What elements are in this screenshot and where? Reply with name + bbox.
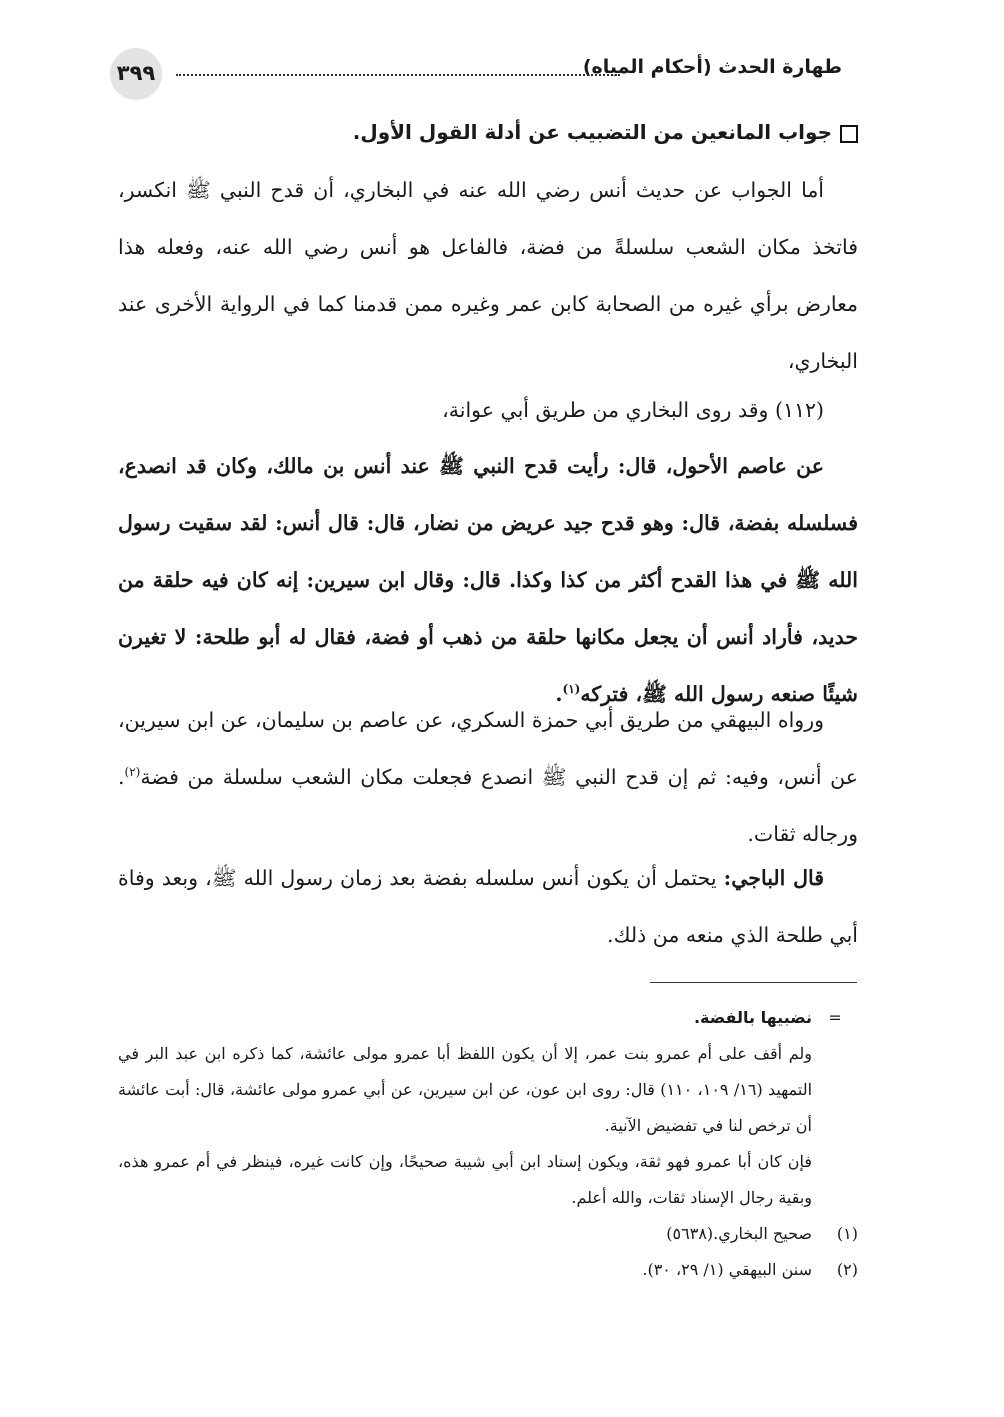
footnote-text: صحيح البخاري.(٥٦٣٨) bbox=[666, 1224, 812, 1243]
footnote-divider bbox=[650, 982, 857, 983]
footnotes bbox=[118, 1000, 858, 1288]
paragraph-hadith-text: عن عاصم الأحول، قال: رأيت قدح النبي ﷺ عند أنس بن مالك، وكان قد انصدع، فسلسله بفضة، قال: وهو قدح جيد عريض من نضار، قال: قال أنس: لقد سقيت رسول الله ﷺ في هذا القدح أكثر من كذا وكذا. قال: وقال ابن سيرين: إنه كان فيه حلقة من حديد، فأراد أنس أن يجعل مكانها حلقة من ذهب أو فضة، فقال له أبو طلحة: لا تغيرن شيئًا صنعه رسول الله ﷺ، فتركه$^{(١)}$. bbox=[118, 454, 858, 706]
page-number: ٣٩٩ bbox=[110, 48, 162, 100]
footnote-1 bbox=[118, 1216, 858, 1252]
footnote-cont-2: فإن كان أبا عمرو فهو ثقة، ويكون إسناد ابن أبي شيبة صحيحًا، وإن كانت غيره، فينظر في أم عمرو هذه، وبقية رجال الإسناد ثقات، والله أعلم. bbox=[118, 1152, 812, 1207]
paragraph-hadith-number: (١١٢) وقد روى البخاري من طريق أبي عوانة، bbox=[442, 398, 824, 422]
footnote-cont-1: ولم أقف على أم عمرو بنت عمر، إلا أن يكون اللفظ أبا عمرو مولى عائشة، كما ذكره ابن عبد البر في التمهيد (١٦/ ١٠٩، ١١٠) قال: روى ابن عون، عن ابن سيرين، عن أبي عمرو مولى عائشة، قال: أبت عائشة أن ترخص لنا في تفضيض الآنية. bbox=[118, 1044, 813, 1135]
bayhaqi-text: ورواه البيهقي من طريق أبي حمزة السكري، عن عاصم بن سليمان، عن ابن سيرين، عن أنس، وفيه: ثم إن قدح النبي ﷺ انصدع فجعلت مكان الشعب سلسلة من فضة bbox=[118, 708, 858, 789]
footnote-2 bbox=[118, 1252, 858, 1288]
hadith-text: عن عاصم الأحول، قال: رأيت قدح النبي ﷺ عند أنس بن مالك، وكان قد انصدع، فسلسله بفضة، قال: وهو قدح جيد عريض من نضار، قال: قال أنس: لقد سقيت رسول الله ﷺ في هذا القدح أكثر من كذا وكذا. قال: وقال ابن سيرين: إنه كان فيه حلقة من حديد، فأراد أنس أن يجعل مكانها حلقة من ذهب أو فضة، فقال له أبو طلحة: لا تغيرن شيئًا صنعه رسول الله ﷺ، فتركه bbox=[118, 454, 858, 706]
section-heading bbox=[353, 112, 858, 152]
footnote-text: سنن البيهقي (١/ ٢٩، ٣٠). bbox=[642, 1260, 812, 1279]
footnote-number: (٢) bbox=[836, 1260, 858, 1279]
paragraph-baji bbox=[118, 850, 858, 964]
page-header bbox=[110, 48, 860, 98]
continuation-marker: = bbox=[828, 1008, 842, 1027]
baji-lead: قال الباجي: bbox=[723, 866, 825, 890]
footnote-number: (١) bbox=[836, 1224, 858, 1243]
footnote-continued bbox=[118, 1000, 858, 1036]
running-title: طهارة الحدث (أحكام المياه) bbox=[582, 56, 842, 78]
section-heading-text: جواب المانعين من التضبيب عن أدلة القول الأول. bbox=[352, 120, 832, 144]
checkbox-icon bbox=[840, 125, 858, 143]
baji-text: يحتمل أن يكون أنس سلسله بفضة بعد زمان رسول الله ﷺ، وبعد وفاة أبي طلحة الذي منعه من ذلك. bbox=[118, 866, 858, 947]
continued-title: نضبيها بالفضة. bbox=[693, 1008, 812, 1027]
paragraph-bayhaqi bbox=[118, 692, 858, 863]
footnote-ref-1[interactable]: (١) bbox=[562, 682, 581, 697]
paragraph-answer: أما الجواب عن حديث أنس رضي الله عنه في البخاري، أن قدح النبي ﷺ انكسر، فاتخذ مكان الشعب سلسلةً من فضة، فالفاعل هو أنس رضي الله عنه، وفعله هذا معارض برأي غيره من الصحابة كابن عمر وغيره ممن قدمنا كما في الرواية الأخرى عند البخاري، bbox=[118, 178, 858, 373]
bayhaqi-tail: . ورجاله ثقات. bbox=[118, 765, 858, 846]
dotted-leader bbox=[176, 74, 620, 76]
footnote-ref-2[interactable]: (٢) bbox=[124, 765, 141, 780]
